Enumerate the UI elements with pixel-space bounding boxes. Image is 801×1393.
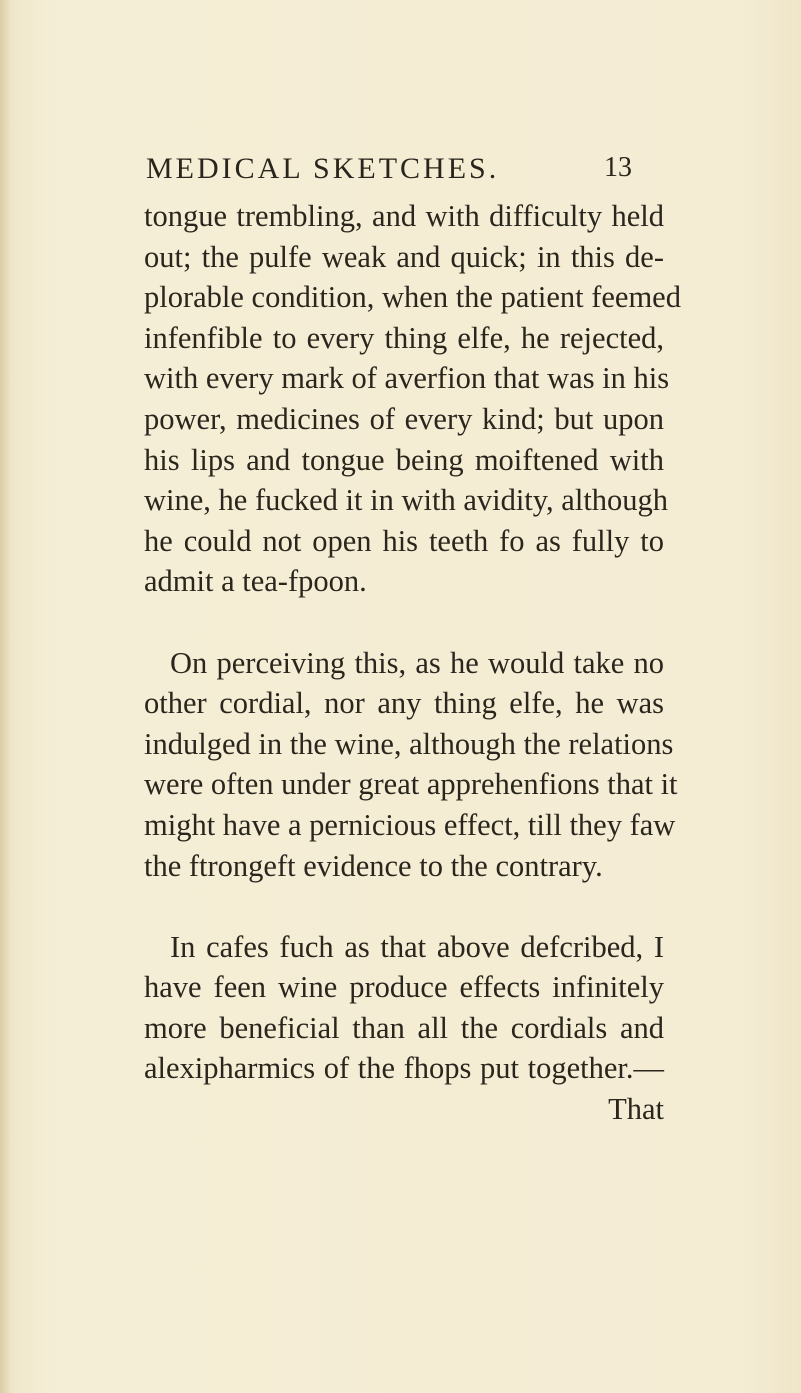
- text-line: his lips and tongue being moiftened with: [144, 442, 664, 477]
- text-line: were often under great apprehenfions that it: [144, 767, 678, 802]
- text-line: admit a tea-fpoon.: [144, 564, 367, 599]
- paragraph-3: [144, 927, 664, 1089]
- paragraph-gap: [144, 886, 664, 927]
- page-number: 13: [604, 152, 632, 183]
- text-line: infenfible to every thing elfe, he rejected,: [144, 320, 664, 355]
- text-line: the ftrongeft evidence to the contrary.: [144, 848, 603, 883]
- running-head-title: MEDICAL SKETCHES.: [146, 152, 500, 185]
- catchword: That: [608, 1092, 664, 1127]
- text-line: power, medicines of every kind; but upon: [144, 401, 664, 436]
- text-line: he could not open his teeth fo as fully to: [144, 523, 664, 558]
- text-line: with every mark of averfion that was in his: [144, 361, 670, 396]
- paragraph-1: [144, 196, 681, 602]
- text-line: have feen wine produce effects infinitely: [144, 970, 664, 1005]
- text-line: tongue trembling, and with difficulty held: [144, 199, 664, 233]
- text-line: In cafes fuch as that above defcribed, I: [170, 929, 664, 964]
- paragraph-gap: [144, 602, 664, 643]
- page-gutter: [0, 0, 10, 1393]
- text-line: other cordial, nor any thing elfe, he was: [144, 686, 664, 721]
- text-line: On perceiving this, as he would take no: [170, 645, 664, 680]
- text-line: plorable condition, when the patient feemed: [144, 280, 681, 315]
- text-line: alexipharmics of the fhops put together.—: [144, 1051, 664, 1086]
- text-line: wine, he fucked it in with avidity, although: [144, 483, 669, 518]
- running-head: [146, 152, 646, 192]
- body-text: [144, 196, 681, 1130]
- text-line: indulged in the wine, although the relations: [144, 726, 674, 761]
- text-line: might have a pernicious effect, till they faw: [144, 807, 676, 842]
- text-line: out; the pulfe weak and quick; in this de-: [144, 239, 664, 274]
- text-line: more beneficial than all the cordials and: [144, 1010, 664, 1045]
- paragraph-2: [144, 643, 678, 887]
